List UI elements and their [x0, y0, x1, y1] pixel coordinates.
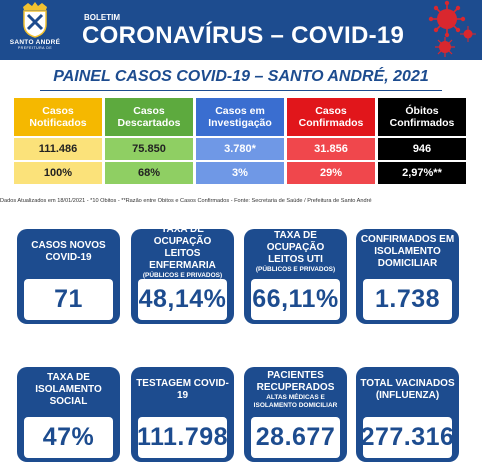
card-home-isolation [356, 229, 459, 324]
card-new-cases [17, 229, 120, 324]
title-divider [40, 90, 442, 91]
virus-tiny-icon [460, 26, 476, 42]
card-value: 71 [24, 279, 113, 320]
card-value: 66,11% [251, 279, 340, 320]
card-label: CASOS NOVOS COVID-19 [31, 240, 106, 263]
header-banner [0, 0, 482, 60]
stat-header: Casos em Investigação [196, 98, 284, 136]
card-label: TAXA DE OCUPAÇÃO LEITOS ENFERMARIA [149, 224, 216, 271]
stat-header: Casos Confirmados [287, 98, 375, 136]
stat-header: Casos Notificados [14, 98, 102, 136]
logo-city-name: SANTO ANDRÉ [9, 39, 61, 46]
card-value: 28.677 [251, 417, 340, 458]
boletim-label: BOLETIM [84, 13, 120, 22]
virus-small-icon [434, 36, 456, 58]
card-value: 47% [24, 417, 113, 458]
card-testing [131, 367, 234, 462]
card-icu-occupancy [244, 229, 347, 324]
card-social-isolation [17, 367, 120, 462]
card-value: 48,14% [138, 279, 227, 320]
card-label: TESTAGEM COVID-19 [136, 378, 229, 401]
stat-percent: 100% [14, 162, 102, 184]
stat-percent: 2,97%** [378, 162, 466, 184]
coat-of-arms-icon [20, 2, 50, 38]
card-recovered [244, 367, 347, 462]
card-value: 277.316 [363, 417, 452, 458]
card-value: 111.798 [138, 417, 227, 458]
stat-percent: 68% [105, 162, 193, 184]
card-sublabel: (PÚBLICOS E PRIVADOS) [142, 272, 223, 279]
card-ward-occupancy [131, 224, 234, 324]
card-label: TAXA DE ISOLAMENTO SOCIAL [35, 372, 102, 407]
card-label: TAXA DE OCUPAÇÃO LEITOS UTI [266, 230, 325, 265]
city-logo [6, 2, 64, 58]
stat-percent: 3% [196, 162, 284, 184]
stat-value: 111.486 [14, 138, 102, 160]
stat-value: 31.856 [287, 138, 375, 160]
card-label: PACIENTES RECUPERADOS [256, 370, 335, 393]
stat-value: 946 [378, 138, 466, 160]
stat-header: Casos Descartados [105, 98, 193, 136]
data-footnote: Dados Atualizados em 18/01/2021 - *10 Óbitos - **Razão entre Óbitos e Casos Confirmados - Fonte: Secretaria de Saúde / Prefeitura de Santo André [0, 198, 372, 204]
card-label: TOTAL VACINADOS (INFLUENZA) [360, 378, 455, 401]
card-label: CONFIRMADOS EM ISOLAMENTO DOMICILIAR [360, 234, 455, 269]
card-vaccinated [356, 367, 459, 462]
logo-subtitle: PREFEITURA DE [17, 46, 53, 50]
stat-value: 75.850 [105, 138, 193, 160]
panel-title: PAINEL CASOS COVID-19 – SANTO ANDRÉ, 2021 [53, 68, 429, 85]
page-title: CORONAVÍRUS – COVID-19 [82, 22, 405, 49]
stat-value: 3.780* [196, 138, 284, 160]
card-sublabel: ALTAS MÉDICAS E ISOLAMENTO DOMICILIAR [253, 394, 338, 409]
card-sublabel: (PÚBLICOS E PRIVADOS) [255, 266, 336, 273]
card-value: 1.738 [363, 279, 452, 320]
stat-percent: 29% [287, 162, 375, 184]
stat-header: Óbitos Confirmados [378, 98, 466, 136]
